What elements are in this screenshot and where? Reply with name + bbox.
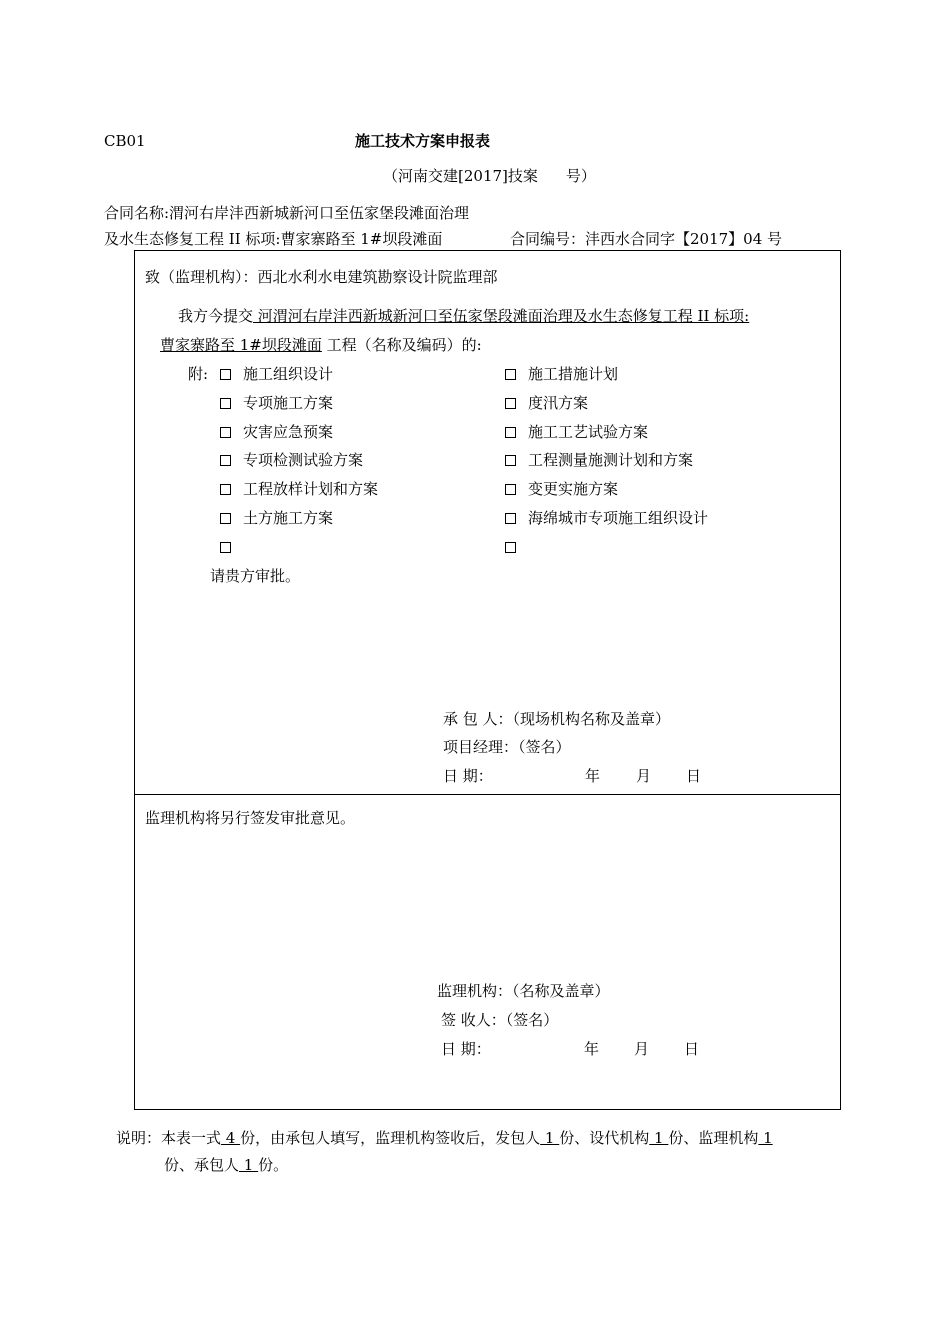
contract-name-line1: 合同名称:渭河右岸沣西新城新河口至伍家堡段滩面治理 [104,204,470,222]
checkbox-item[interactable] [505,537,528,557]
supervision-date-month: 月 [634,1040,650,1058]
copies-supervisor: 1 [758,1129,773,1147]
checkbox-item[interactable] [505,422,648,442]
checkbox[interactable] [505,455,516,466]
contract-name-line2: 及水生态修复工程 II 标项:曹家寨路至 1#坝段滩面 [104,230,443,248]
checkbox[interactable] [505,369,516,380]
project-name-part1: 河渭河右岸沣西新城新河口至伍家堡段滩面治理及水生态修复工程 II 标项: [253,307,750,325]
footer-text: 份、监理机构 [668,1129,759,1147]
checkbox[interactable] [220,455,231,466]
footer-text: 份。 [258,1156,289,1174]
footer-text: 份、承包人 [164,1156,240,1174]
contract-number: 合同编号：沣西水合同字【2017】04 号 [510,230,783,248]
checkbox-label: 施工措施计划 [528,365,619,383]
footer-text: 份，由承包人填写，监理机构签收后，发包人 [240,1129,541,1147]
contractor-signature: 承 包 人：（现场机构名称及盖章） [443,710,671,728]
copies-design: 1 [649,1129,669,1147]
intro-text: 我方今提交 [178,307,254,325]
checkbox[interactable] [220,427,231,438]
checkbox[interactable] [220,398,231,409]
project-suffix: 工程（名称及编码）的: [321,336,482,354]
checkbox-item[interactable] [220,393,333,413]
checkbox[interactable] [505,484,516,495]
checkbox-item[interactable] [505,364,618,384]
checkbox-label: 专项检测试验方案 [243,451,364,469]
checkbox[interactable] [505,542,516,553]
checkbox-label: 海绵城市专项施工组织设计 [528,509,709,527]
checkbox-item[interactable] [505,508,708,528]
project-line1 [178,306,749,326]
checkbox-item[interactable] [220,537,243,557]
form-code: CB01 [104,132,146,150]
checkbox-item[interactable] [505,450,693,470]
checkbox[interactable] [220,484,231,495]
checkbox-label: 工程测量施测计划和方案 [528,451,694,469]
checkbox[interactable] [220,369,231,380]
checkbox-item[interactable] [220,508,333,528]
checkbox-label: 变更实施方案 [528,480,619,498]
supervision-date-year: 年 [584,1040,600,1058]
supervision-date-label: 日 期： [441,1040,491,1058]
checkbox-label: 度汛方案 [528,394,589,412]
checkbox[interactable] [505,513,516,524]
submission-date-day: 日 [686,767,702,785]
checkbox[interactable] [220,542,231,553]
checkbox[interactable] [505,427,516,438]
checkbox-item[interactable] [505,479,618,499]
footer-note-line2 [164,1155,288,1175]
checkbox-label: 土方施工方案 [243,509,334,527]
footer-note-line1 [116,1128,773,1148]
request-text: 请贵方审批。 [210,567,301,585]
checkbox-label: 工程放样计划和方案 [243,480,379,498]
project-line2 [160,335,482,355]
checkbox-item[interactable] [220,364,333,384]
supervision-receiver: 签 收人：（签名） [441,1011,559,1029]
copies-contractor: 1 [239,1156,259,1174]
checkbox[interactable] [220,513,231,524]
checkbox-item[interactable] [220,450,363,470]
submission-date-month: 月 [636,767,652,785]
checkbox[interactable] [505,398,516,409]
checkbox-label: 施工组织设计 [243,365,334,383]
checkbox-label: 专项施工方案 [243,394,334,412]
checkbox-item[interactable] [505,393,588,413]
copies-owner: 1 [540,1129,560,1147]
supervision-note: 监理机构将另行签发审批意见。 [145,809,356,827]
attach-label: 附: [188,365,209,383]
page-title: 施工技术方案申报表 [355,132,491,150]
supervision-section [134,794,841,1110]
checkbox-item[interactable] [220,422,333,442]
checkbox-item[interactable] [220,479,378,499]
supervision-agency: 监理机构：（名称及盖章） [437,982,610,1000]
supervision-date-day: 日 [684,1040,700,1058]
document-number [383,166,596,186]
submission-date-year: 年 [585,767,601,785]
copies-total: 4 [221,1129,241,1147]
footer-text: 说明：本表一式 [116,1129,222,1147]
document-number-prefix: （河南交建[2017]技案 [383,167,538,185]
footer-text: 份、设代机构 [559,1129,650,1147]
manager-signature: 项目经理：（签名） [443,738,571,756]
checkbox-label: 施工工艺试验方案 [528,423,649,441]
project-name-part2: 曹家寨路至 1#坝段滩面 [160,336,322,354]
recipient-line: 致（监理机构）：西北水利水电建筑勘察设计院监理部 [145,268,498,286]
document-number-suffix: 号） [565,167,596,185]
submission-date-label: 日 期： [443,767,493,785]
checkbox-label: 灾害应急预案 [243,423,334,441]
